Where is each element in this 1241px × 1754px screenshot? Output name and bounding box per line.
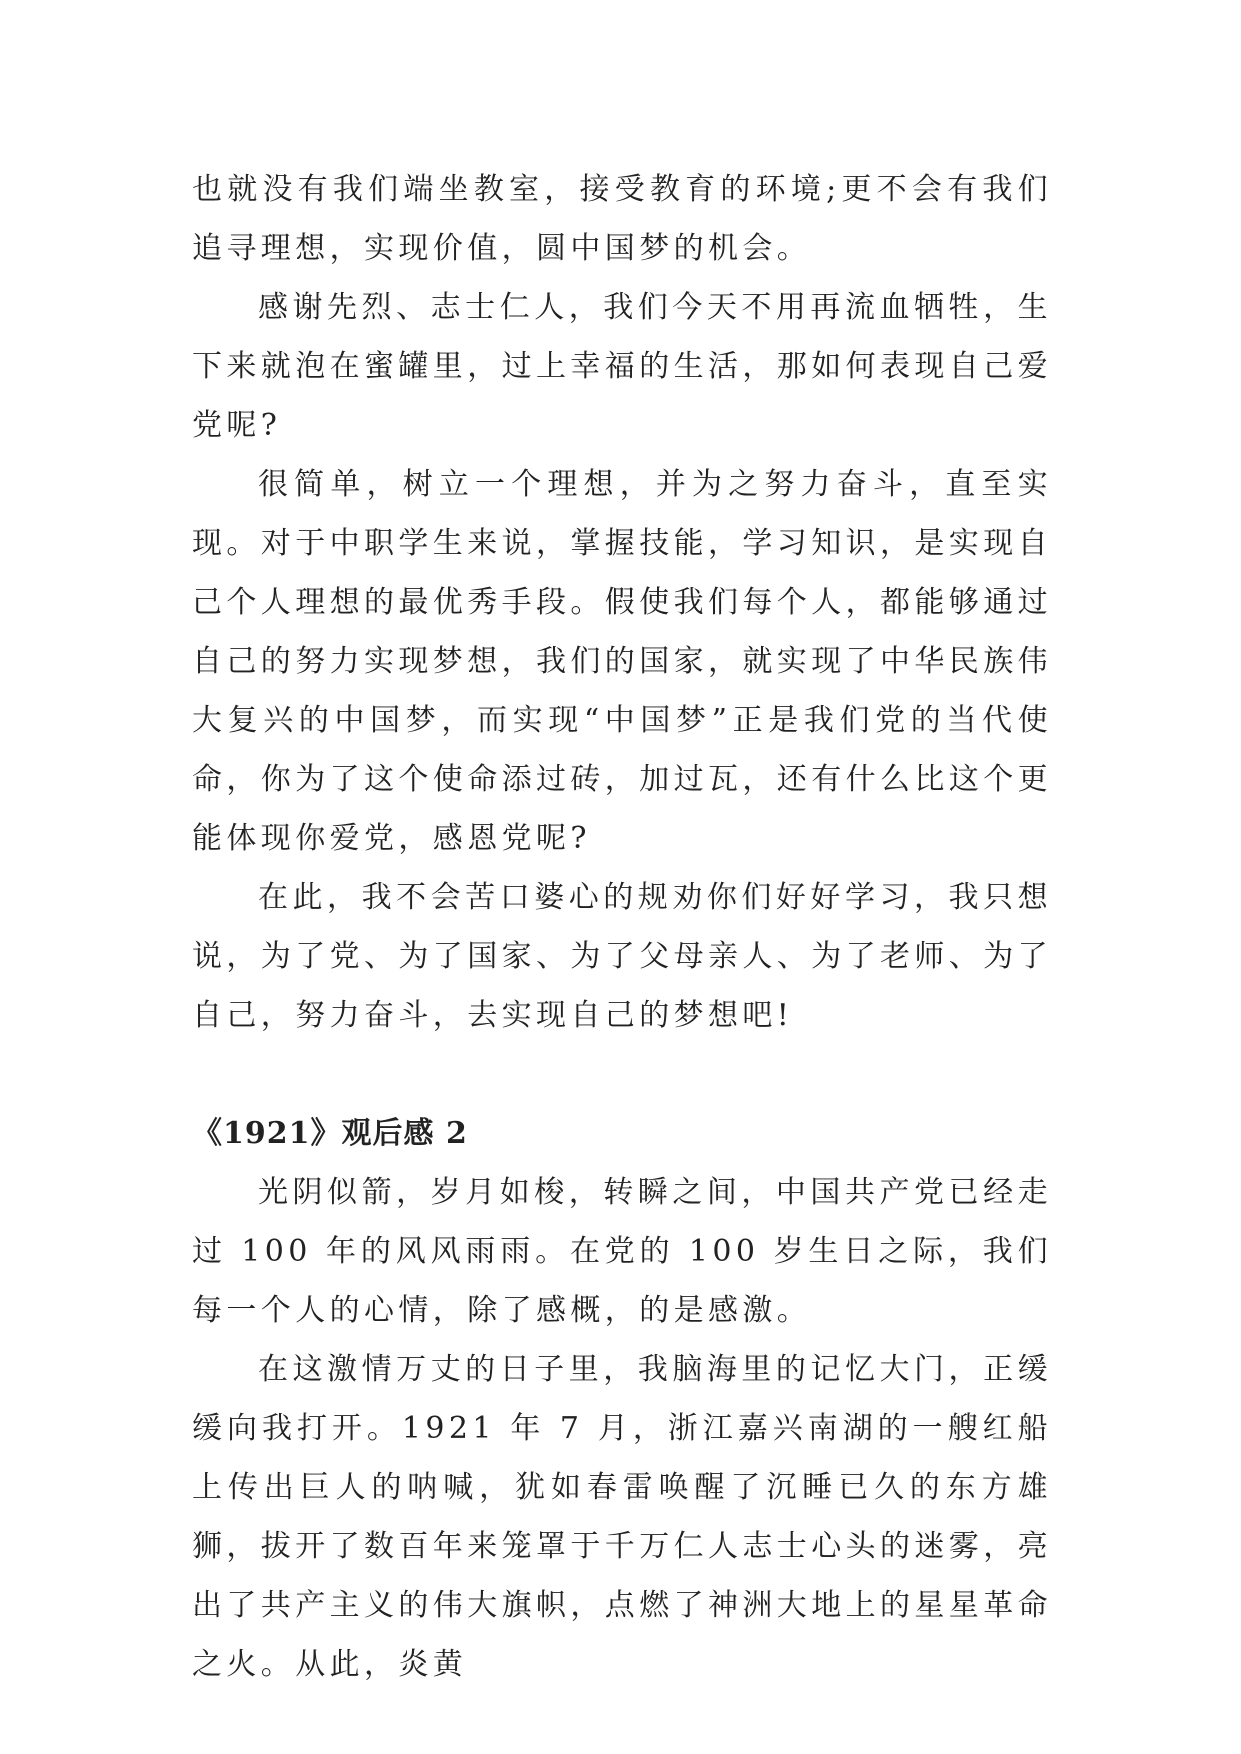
paragraph-5: 光阴似箭，岁月如梭，转瞬之间，中国共产党已经走过 100 年的风风雨雨。在党的 100 岁生日之际，我们每一个人的心情，除了感概，的是感激。 — [192, 1175, 1052, 1328]
paragraph-4: 在此，我不会苦口婆心的规劝你们好好学习，我只想说，为了党、为了国家、为了父母亲人、为了老师、为了自己，努力奋斗，去实现自己的梦想吧! — [192, 880, 1052, 1033]
paragraph-2: 感谢先烈、志士仁人，我们今天不用再流血牺牲，生下来就泡在蜜罐里，过上幸福的生活，那如何表现自己爱党呢? — [192, 290, 1052, 443]
document-body — [192, 160, 1052, 1694]
paragraph-1: 也就没有我们端坐教室，接受教育的环境;更不会有我们追寻理想，实现价值，圆中国梦的机会。 — [192, 172, 1052, 266]
paragraph-6: 在这激情万丈的日子里，我脑海里的记忆大门，正缓缓向我打开。1921 年 7 月，浙江嘉兴南湖的一艘红船上传出巨人的呐喊，犹如春雷唤醒了沉睡已久的东方雄狮，拔开了数百年来笼罩于千万仁人志士心头的迷雾，亮出了共产主义的伟大旗帜，点燃了神洲大地上的星星革命之火。从此，炎黄 — [192, 1352, 1052, 1682]
section-title: 《1921》观后感 2 — [192, 1116, 468, 1151]
paragraph-3: 很简单，树立一个理想，并为之努力奋斗，直至实现。对于中职学生来说，掌握技能，学习知识，是实现自己个人理想的最优秀手段。假使我们每个人，都能够通过自己的努力实现梦想，我们的国家，就实现了中华民族伟大复兴的中国梦，而实现“中国梦”正是我们党的当代使命，你为了这个使命添过砖，加过瓦，还有什么比这个更能体现你爱党，感恩党呢? — [192, 467, 1052, 856]
